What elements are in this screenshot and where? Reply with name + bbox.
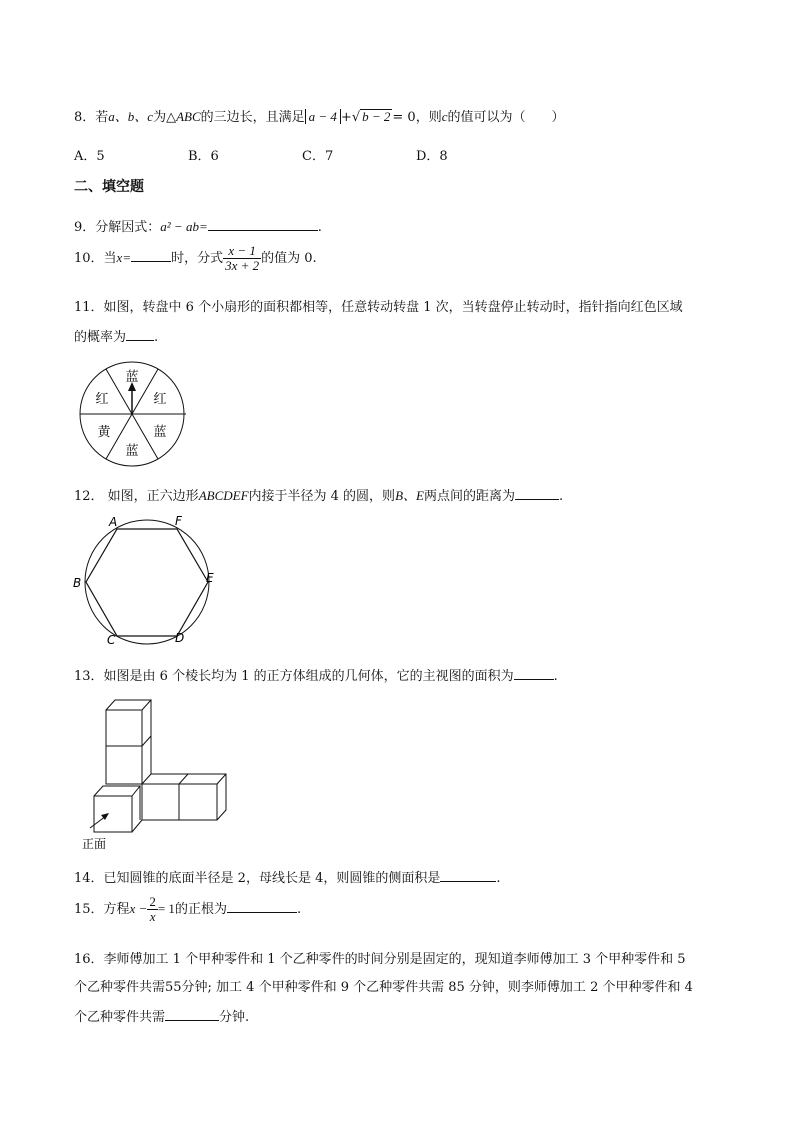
q12-text: 内接于半径为 4 的圆，则	[248, 489, 396, 504]
q8-eq: = 0	[392, 110, 416, 125]
answer-blank[interactable]	[227, 900, 297, 913]
spinner-figure	[74, 360, 194, 470]
answer-blank[interactable]	[126, 328, 154, 341]
q15-fraction	[147, 895, 158, 924]
q8-sqrt: b − 2	[362, 109, 391, 124]
q11-end: .	[154, 330, 159, 345]
q13-end: .	[553, 669, 558, 684]
q8-number: 8．若	[74, 110, 109, 125]
sector-label: 蓝	[125, 444, 139, 459]
question-12	[74, 485, 563, 504]
cube-edge	[217, 774, 226, 784]
question-8: 8．若a、b、c为△ABC的三边长，且满足 a − 4 +√ b − 2 = 0，则c的值可以为（ ）	[74, 109, 565, 125]
q16-line3	[74, 1006, 249, 1025]
cube-face	[142, 784, 179, 820]
q12-hexagon-name: ABCDEF	[198, 488, 249, 503]
q15-denominator: x	[149, 909, 156, 924]
q8-text: ，则	[415, 110, 442, 125]
q8-option-d[interactable]: D．8	[416, 149, 448, 164]
vertex-label: E	[206, 571, 214, 585]
q10-end: 的值为 0.	[261, 251, 317, 266]
cube-face	[179, 784, 217, 820]
q12-label: 12． 如图，正六边形	[74, 489, 199, 504]
q11-text: 的概率为	[74, 330, 127, 345]
q12-text: 两点间的距离为	[423, 489, 515, 504]
answer-blank[interactable]	[131, 249, 171, 262]
q10-fraction	[223, 244, 261, 273]
q15-label: 15．方程	[74, 902, 130, 917]
q8-text: 为△	[153, 110, 177, 125]
q8-abs: a − 4	[305, 109, 341, 124]
q15-numerator: 2	[149, 894, 156, 909]
q9-expr: a² − ab=	[160, 219, 208, 234]
sector-label: 黄	[97, 425, 111, 440]
q8-triangle: ABC	[176, 109, 201, 124]
sector-label: 红	[153, 392, 167, 407]
q15-text: 的正根为	[174, 902, 227, 917]
q8-option-c[interactable]: C．7	[302, 149, 334, 164]
q16-end: 分钟.	[219, 1010, 250, 1025]
q13-text: 13．如图是由 6 个棱长均为 1 的正方体组成的几何体，它的主视图的面积为	[74, 669, 514, 684]
vertex-label: A	[109, 515, 118, 529]
q11-line2	[74, 326, 158, 345]
section-heading: 二、填空题	[74, 179, 144, 195]
q15-x: x −	[129, 901, 148, 916]
q16-line2: 个乙种零件共需55分钟; 加工 4 个甲种零件和 9 个乙种零件共需 85 分钟，则李师傅加工 2 个甲种零件和 4	[74, 980, 693, 995]
cubes-figure	[76, 696, 236, 856]
q9-label: 9．分解因式：	[74, 220, 161, 235]
sector-label: 红	[95, 392, 109, 407]
q10-text: 时，分式	[171, 251, 224, 266]
q12-end: .	[558, 489, 564, 504]
vertex-label: B	[73, 576, 82, 590]
hexagon-shape	[86, 529, 208, 636]
sector-label: 蓝	[153, 425, 167, 440]
sector-label: 蓝	[125, 370, 139, 385]
circumscribed-circle	[85, 520, 209, 644]
q11-line1: 11．如图，转盘中 6 个小扇形的面积都相等，任意转动转盘 1 次，当转盘停止转动时，指针指向红色区域	[74, 300, 683, 315]
vertex-label: C	[107, 633, 116, 647]
q8-option-b[interactable]: B．6	[188, 149, 219, 164]
q8-text: 的值可以为（ ）	[447, 110, 565, 125]
q8-vars: a、b、c	[108, 109, 154, 124]
q8-c: c	[441, 109, 448, 124]
q8-text: 的三边长，且满足	[200, 110, 305, 125]
answer-blank[interactable]	[515, 487, 559, 500]
q16-text: 个乙种零件共需	[74, 1010, 166, 1025]
answer-blank[interactable]	[514, 667, 554, 680]
question-10	[74, 244, 317, 273]
hexagon-figure	[70, 512, 220, 647]
q8-option-a[interactable]: A．5	[74, 149, 105, 164]
question-13	[74, 665, 558, 684]
cube-side	[142, 736, 151, 784]
answer-blank[interactable]	[440, 869, 496, 882]
cube-top	[94, 786, 140, 796]
vertex-label: F	[175, 514, 182, 528]
q10-label: 10．当	[74, 251, 117, 266]
q10-denominator: 3x + 2	[225, 258, 260, 273]
cube-side	[142, 700, 151, 746]
cube-edge	[179, 774, 188, 784]
q8-plus: +	[340, 110, 352, 125]
cube-row-top	[151, 774, 226, 820]
q9-end: .	[317, 220, 322, 235]
vertex-label: D	[175, 631, 185, 645]
cube-top	[106, 700, 151, 710]
cube-face	[106, 746, 142, 784]
cube-face	[94, 796, 132, 832]
front-label: 正面	[82, 837, 107, 851]
q15-eq: = 1	[157, 901, 175, 916]
answer-blank[interactable]	[165, 1008, 219, 1021]
cube-edge	[132, 820, 142, 832]
q10-x: x=	[116, 250, 132, 265]
question-14	[74, 867, 501, 886]
q14-text: 14．已知圆锥的底面半径是 2，母线长是 4，则圆锥的侧面积是	[74, 871, 441, 886]
question-15	[74, 895, 301, 924]
q16-line1: 16．李师傅加工 1 个甲种零件和 1 个乙种零件的时间分别是固定的，现知道李师傅加工 3 个甲种零件和 5	[74, 952, 686, 967]
q14-end: .	[496, 871, 501, 886]
q12-points: B、E	[395, 488, 424, 503]
q15-end: .	[296, 902, 302, 917]
answer-blank[interactable]	[208, 218, 318, 231]
cube-face	[106, 710, 142, 746]
q10-numerator: x − 1	[223, 244, 261, 259]
question-9	[74, 216, 322, 235]
